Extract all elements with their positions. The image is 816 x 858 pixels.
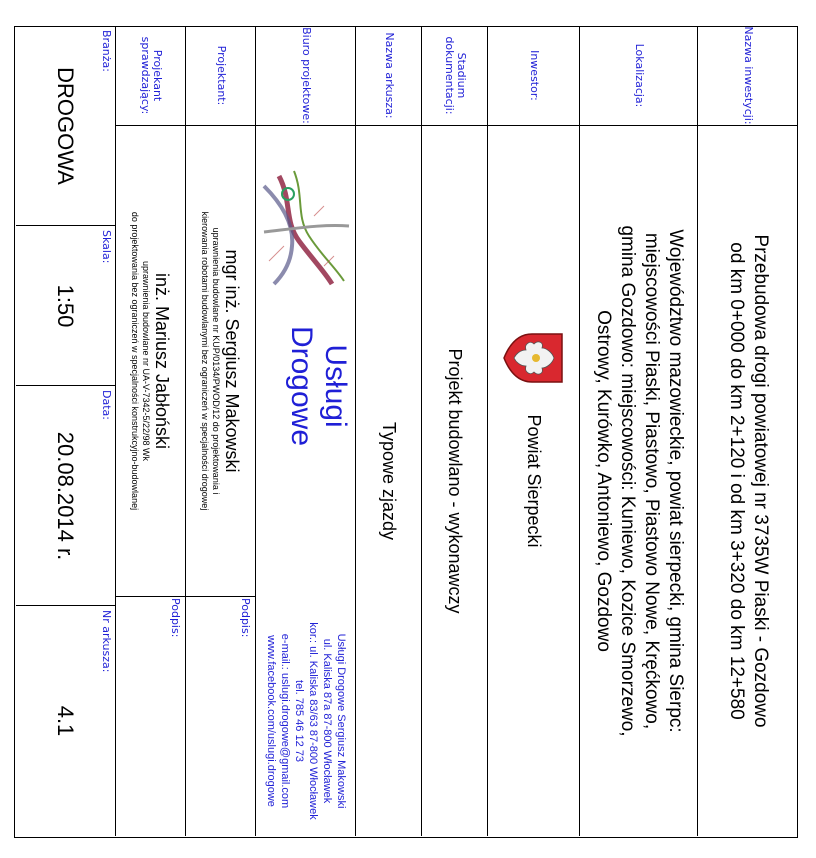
sheet-number-cell xyxy=(16,606,116,836)
label-investor: Inwestor: xyxy=(488,26,580,126)
label-sheet-number: Nr arkusza: xyxy=(100,610,113,673)
location-line-3: gmina Gozdowo: miejscowości: Kuniewo, Kozice Smorzewo, xyxy=(617,225,638,737)
designer-permit-1: uprawnienia budowlane nr KUP/0134/PWOD/12 do projektowania i xyxy=(211,227,221,495)
designer-permit-2: kierowania robotami budowlanymi bez ograniczeń w specjalności drogowej xyxy=(200,211,210,511)
location-line-4: Ostrowy, Kurówko, Antoniewo, Gozdowo xyxy=(593,310,614,652)
divider xyxy=(116,596,256,597)
label-stage: Stadium dokumentacji: xyxy=(422,26,488,126)
office-contact-line: www.facebook.com/uslugi.drogowe xyxy=(265,635,277,807)
label-designer: Projektant: xyxy=(186,26,256,126)
scale-value: 1:50 xyxy=(53,284,78,328)
label-investment: Nazwa inwestycji: xyxy=(698,26,798,126)
label-location: Lokalizacja: xyxy=(580,26,698,126)
investor-name: Powiat Sierpecki xyxy=(524,414,544,548)
office-contact xyxy=(264,606,348,836)
sheet-name-value: Typowe zjazdy xyxy=(379,421,399,541)
investment-line-1: Przebudowa drogi powiatowej nr 3735W Piaski - Gozdowo xyxy=(750,234,771,728)
investment-line-2: od km 0+000 do km 2+120 i od km 3+320 do km 12+580 xyxy=(726,242,747,720)
label-office: Biuro projektowe: xyxy=(256,26,356,126)
office-logo-text xyxy=(284,306,352,466)
designer-name: mgr inż. Sergiusz Makowski xyxy=(222,249,242,473)
designer-cell xyxy=(186,126,256,596)
location-line-1: Województwo mazowieckie, powiat sierpecki, gmina Sierpc: xyxy=(665,229,686,733)
office-contact-line: tel. 785 46 12 73 xyxy=(293,680,305,762)
date-cell xyxy=(16,386,116,606)
coat-of-arms-icon xyxy=(502,328,566,388)
investment-name xyxy=(698,126,798,836)
scale-cell xyxy=(16,226,116,386)
branch-value: DROGOWA xyxy=(53,67,78,185)
checker-name: inż. Mariusz Jabłoński xyxy=(152,272,172,450)
checker-permit-2: do projektowania bez ograniczeń w specjalności konstrukcyjno-budowlanej xyxy=(130,211,140,511)
investor-cell xyxy=(488,126,580,836)
office-contact-line: ul. Kaliska 87a 87-800 Włocławek xyxy=(321,638,333,804)
label-sheet-name: Nazwa arkusza: xyxy=(356,26,422,126)
office-contact-line: Usługi Drogowe Sergiusz Makowski xyxy=(335,633,347,809)
road-map-logo-icon xyxy=(259,166,354,286)
label-signature-designer: Podpis: xyxy=(239,598,252,638)
label-date: Data: xyxy=(100,390,113,420)
office-cell xyxy=(256,126,356,836)
label-scale: Skala: xyxy=(100,230,113,264)
location-text xyxy=(580,126,698,836)
checker-cell xyxy=(116,126,186,596)
location-line-2: miejscowości Piaski, Piastowo, Piastowo Nowe, Kręćkowo, xyxy=(641,232,662,730)
stage-value: Projekt budowlano - wykonawczy xyxy=(445,348,465,614)
label-branch: Branża: xyxy=(100,30,113,73)
label-checker: Projekant sprawdzający: xyxy=(116,26,186,126)
date-value: 20.08.2014 r. xyxy=(53,431,78,561)
branza-cell xyxy=(16,26,116,226)
office-contact-line: kor.: ul. Kaliska 83/63 87-800 Włocławek xyxy=(307,622,319,820)
title-block xyxy=(14,26,798,838)
office-contact-line: e-mail.: uslugi.drogowe@gmail.com xyxy=(279,633,291,809)
office-logo-line-2: Drogowe xyxy=(285,325,318,447)
office-logo-line-1: Usługi xyxy=(319,344,352,428)
checker-permit-1: uprawnienia budowlane nr UA-V-7342-5/22/98 Wk xyxy=(141,260,151,462)
label-signature-checker: Podpis: xyxy=(169,598,182,638)
sheet-number-value: 4.1 xyxy=(53,705,78,737)
